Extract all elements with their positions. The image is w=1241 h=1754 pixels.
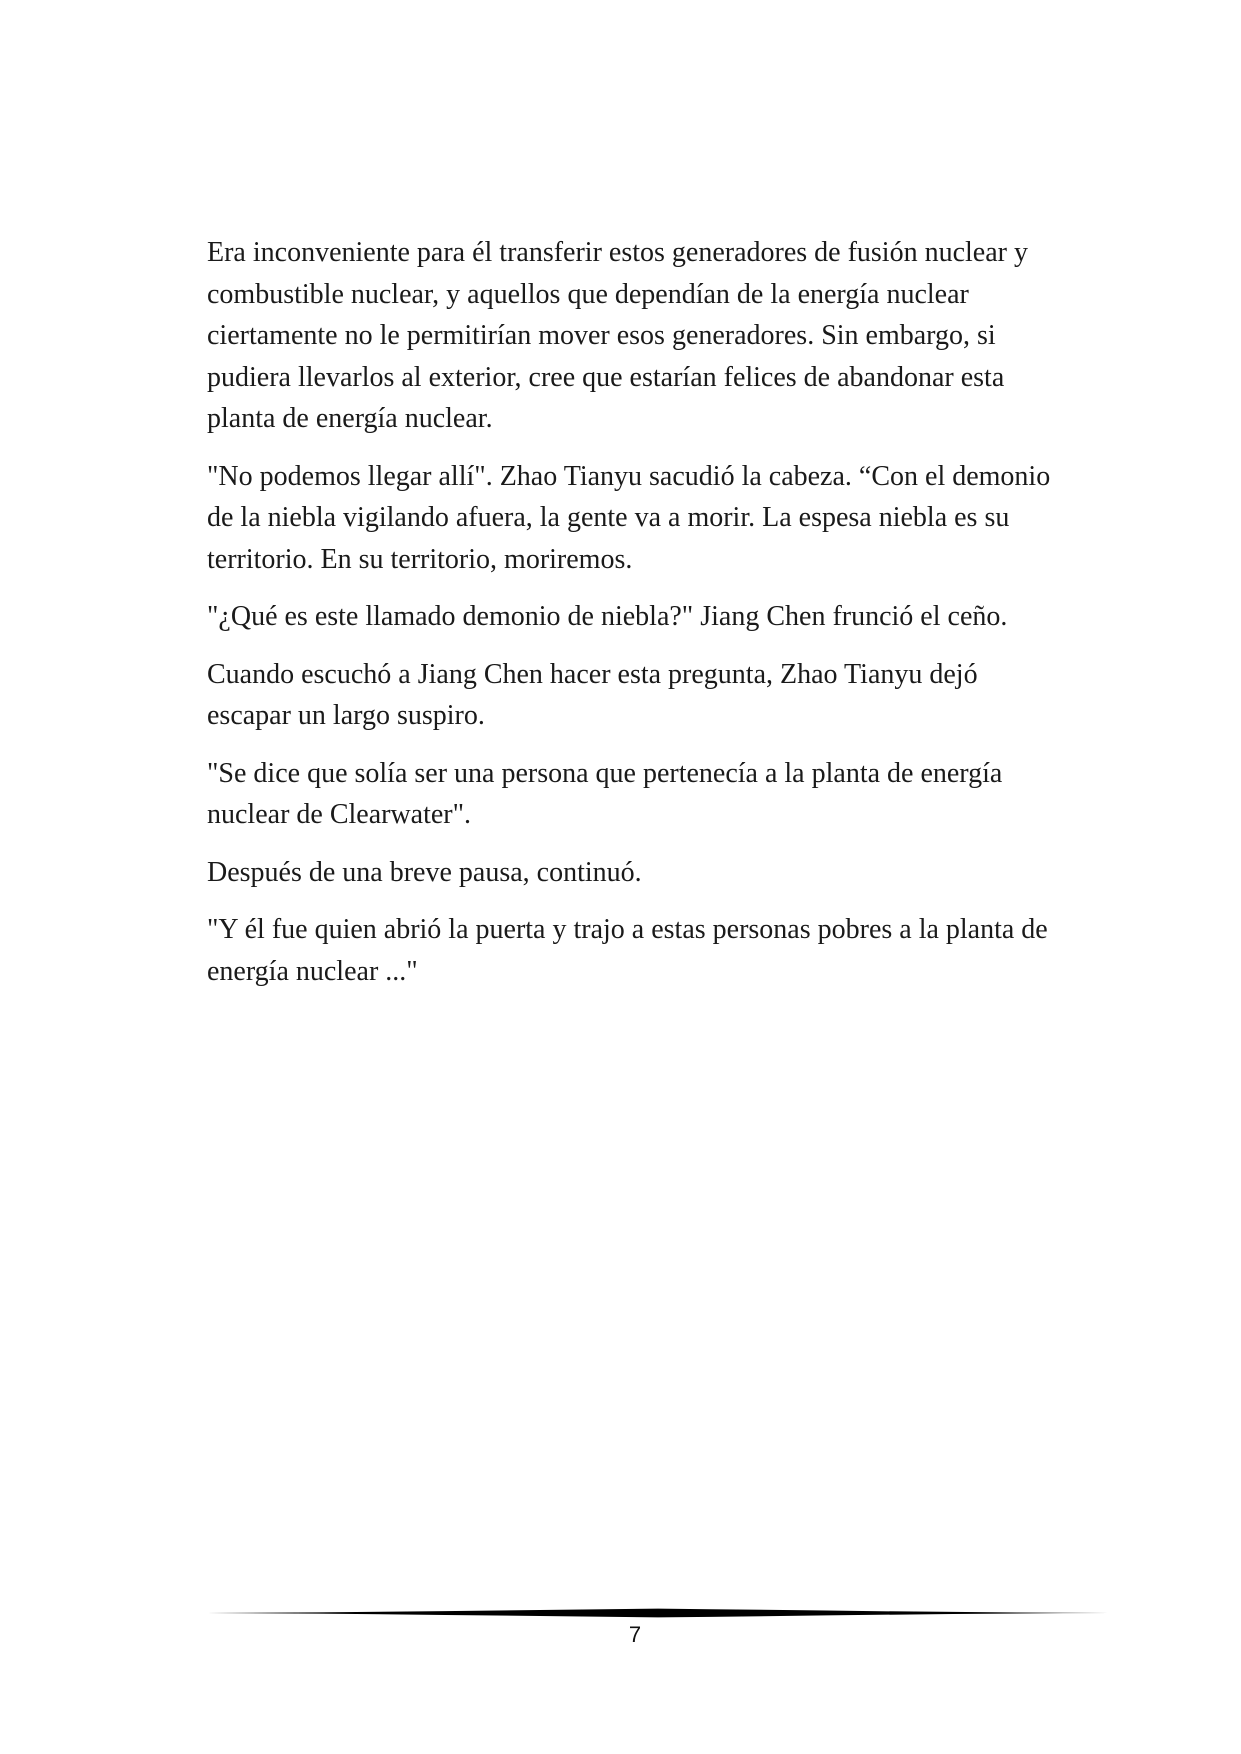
paragraph-3: "¿Qué es este llamado demonio de niebla?" Jiang Chen frunció el ceño. [207,601,1008,632]
page-number: 7 [628,1622,642,1647]
paragraph-6: Después de una breve pausa, continuó. [207,856,642,888]
paragraph-2: "No podemos llegar allí". Zhao Tianyu sacudió la cabeza. “Con el demonio de la niebla vigilando afuera, la gente va a morir. La espesa niebla es su territorio. En su territorio, moriremos. [207,460,1051,575]
paragraph-4: Cuando escuchó a Jiang Chen hacer esta pregunta, Zhao Tianyu dejó escapar un largo suspiro. [207,658,978,731]
page-body [207,232,1067,1008]
paragraph-5: "Se dice que solía ser una persona que pertenecía a la planta de energía nuclear de Clearwater". [207,757,1003,830]
footer-divider [207,1606,1109,1620]
paragraph-7: "Y él fue quien abrió la puerta y trajo a estas personas pobres a la planta de energía nuclear ..." [207,914,1048,987]
paragraph-1: Era inconveniente para él transferir estos generadores de fusión nuclear y combustible nuclear, y aquellos que dependían de la energía nuclear ciertamente no le permitirían mover esos generadores. Sin embargo, si pudiera llevarlos al exterior, cree que estarían felices de abandonar esta planta de energía nuclear. [207,237,1028,434]
